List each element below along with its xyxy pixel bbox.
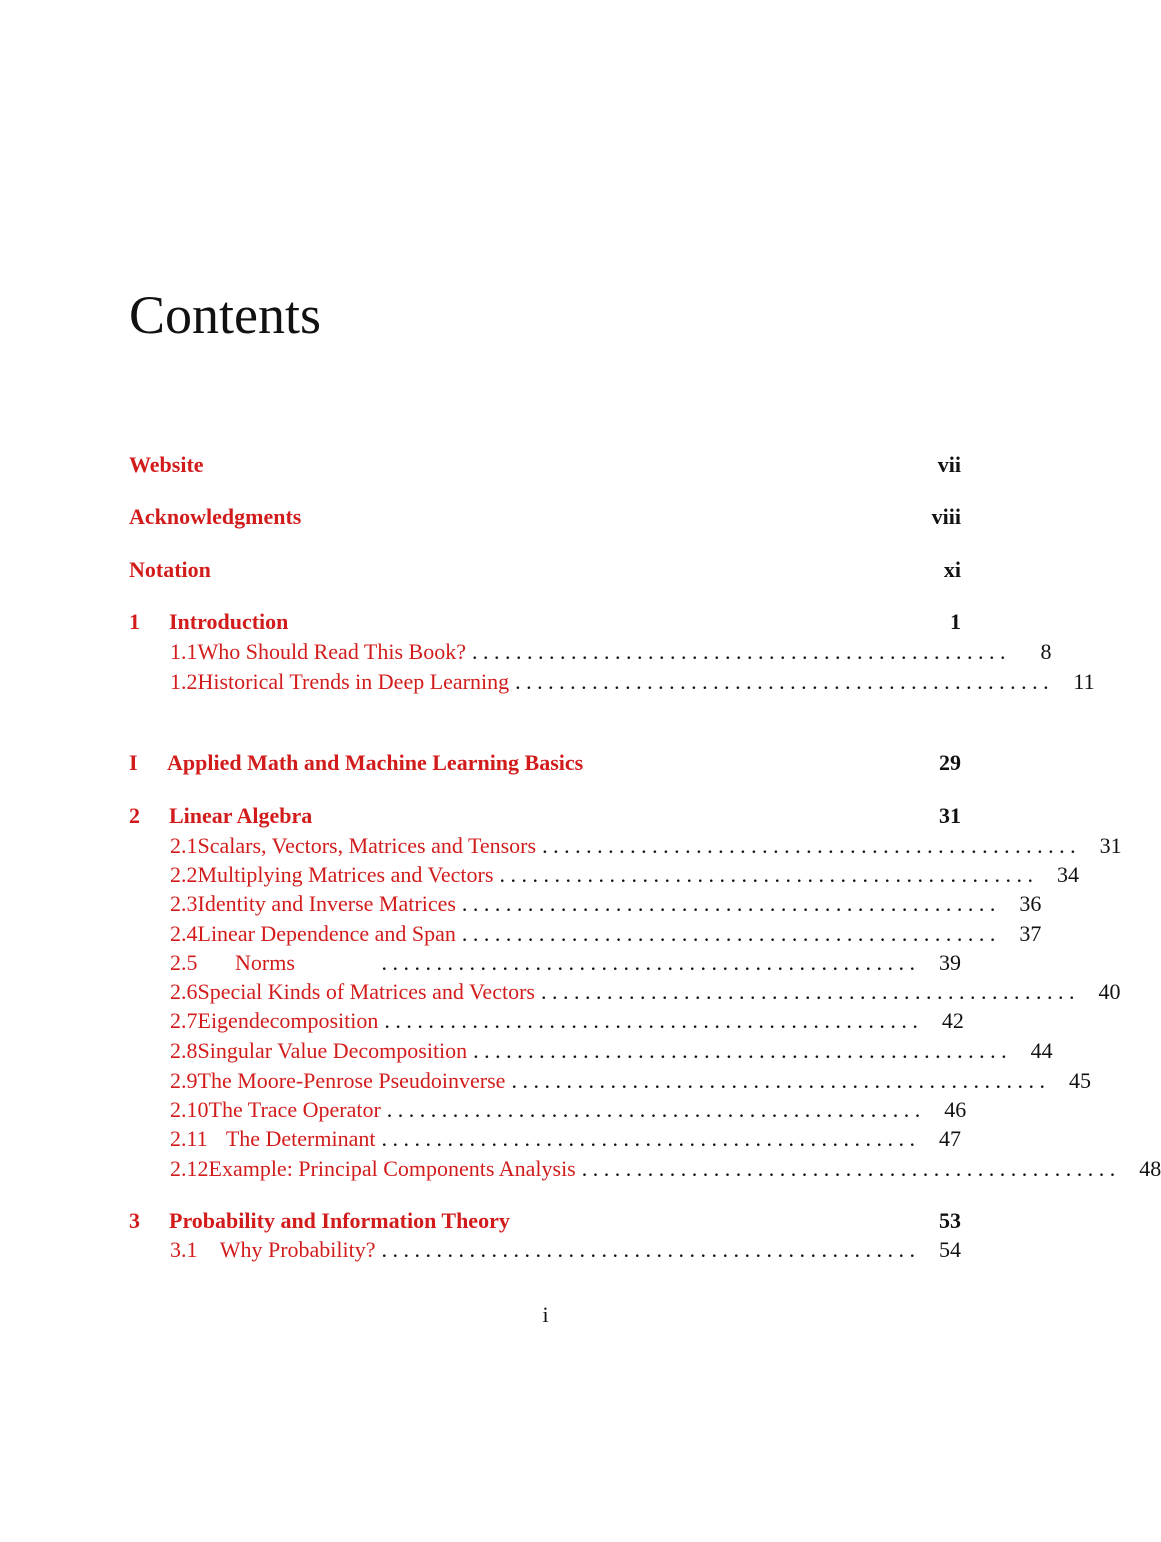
section-title[interactable]: Linear Dependence and Span <box>197 921 456 946</box>
toc-entry-website[interactable] <box>129 450 961 480</box>
toc-section[interactable] <box>129 889 1042 919</box>
section-number: 2.10 <box>170 1097 209 1122</box>
chapter-title[interactable]: Introduction <box>169 609 289 634</box>
section-number: 2.6 <box>170 979 198 1004</box>
chapter-number: 1 <box>129 609 140 634</box>
toc-chapter-1[interactable] <box>129 607 961 637</box>
section-page: 40 <box>1098 979 1121 1004</box>
section-title[interactable]: Special Kinds of Matrices and Vectors <box>197 979 535 1004</box>
toc-entry-page: viii <box>931 504 961 529</box>
section-title[interactable]: Norms <box>235 950 295 975</box>
page-title: Contents <box>129 285 322 345</box>
toc-section[interactable] <box>129 1235 961 1265</box>
toc-section[interactable] <box>129 1095 967 1125</box>
section-number: 2.11 <box>170 1126 208 1151</box>
leader-dots: . . . . . . . . . . . . . . . . . . . . . . . . . . . . . . . . . . . . . . . . . . . . . . . . . <box>581 1156 1116 1181</box>
leader-dots: . . . . . . . . . . . . . . . . . . . . . . . . . . . . . . . . . . . . . . . . . . . . . . . . . <box>386 1097 921 1122</box>
section-number: 2.5 <box>170 950 198 975</box>
leader-dots: . . . . . . . . . . . . . . . . . . . . . . . . . . . . . . . . . . . . . . . . . . . . . . . . . <box>542 833 1076 858</box>
leader-dots: . . . . . . . . . . . . . . . . . . . . . . . . . . . . . . . . . . . . . . . . . . . . . . . . . <box>461 921 996 946</box>
section-page: 48 <box>1139 1156 1161 1181</box>
toc-chapter-2[interactable] <box>129 801 961 831</box>
leader-dots: . . . . . . . . . . . . . . . . . . . . . . . . . . . . . . . . . . . . . . . . . . . . . . . . . <box>511 1068 1045 1093</box>
section-number: 2.7 <box>170 1008 198 1033</box>
section-title[interactable]: Historical Trends in Deep Learning <box>197 669 510 694</box>
section-page: 46 <box>944 1097 967 1122</box>
toc-section[interactable] <box>129 1154 1161 1184</box>
leader-dots: . . . . . . . . . . . . . . . . . . . . . . . . . . . . . . . . . . . . . . . . . . . . . . . . . <box>499 862 1033 887</box>
section-page: 36 <box>1019 891 1042 916</box>
chapter-title[interactable]: Probability and Information Theory <box>169 1208 510 1233</box>
toc-section[interactable] <box>129 919 1042 949</box>
part-title[interactable]: Applied Math and Machine Learning Basics <box>167 750 584 775</box>
toc-section[interactable] <box>129 860 1079 890</box>
toc-section[interactable] <box>129 637 1052 667</box>
section-title[interactable]: Multiplying Matrices and Vectors <box>197 862 494 887</box>
toc-entry-title[interactable]: Notation <box>129 557 211 582</box>
chapter-title[interactable]: Linear Algebra <box>169 803 313 828</box>
footer-page-number: i <box>542 1302 549 1327</box>
toc-section[interactable] <box>129 1036 1053 1066</box>
toc-entry-notation[interactable] <box>129 555 961 585</box>
toc-section[interactable] <box>129 948 961 978</box>
leader-dots: . . . . . . . . . . . . . . . . . . . . . . . . . . . . . . . . . . . . . . . . . . . . . . . . . <box>384 1008 918 1033</box>
section-page: 45 <box>1068 1068 1091 1093</box>
toc-chapter-3[interactable] <box>129 1206 961 1236</box>
section-number: 1.2 <box>170 669 198 694</box>
toc-part-1[interactable] <box>129 748 961 778</box>
section-number: 2.12 <box>170 1156 209 1181</box>
section-page: 11 <box>1073 669 1095 694</box>
section-title[interactable]: Eigendecomposition <box>197 1008 379 1033</box>
leader-dots: . . . . . . . . . . . . . . . . . . . . . . . . . . . . . . . . . . . . . . . . . . . . . . . . . <box>381 1237 915 1262</box>
section-title[interactable]: Identity and Inverse Matrices <box>197 891 456 916</box>
leader-dots: . . . . . . . . . . . . . . . . . . . . . . . . . . . . . . . . . . . . . . . . . . . . . . . . . <box>515 669 1049 694</box>
section-title[interactable]: Scalars, Vectors, Matrices and Tensors <box>197 833 537 858</box>
part-page: 29 <box>939 750 961 775</box>
toc-section[interactable] <box>129 831 1122 861</box>
section-number: 1.1 <box>170 639 198 664</box>
section-title[interactable]: Why Probability? <box>219 1237 376 1262</box>
section-number: 2.2 <box>170 862 198 887</box>
toc-section[interactable] <box>129 1066 1091 1096</box>
part-number: I <box>129 750 138 775</box>
chapter-page: 1 <box>950 609 961 634</box>
leader-dots: . . . . . . . . . . . . . . . . . . . . . . . . . . . . . . . . . . . . . . . . . . . . . . . . . <box>381 950 915 975</box>
toc-entry-page: vii <box>937 452 961 477</box>
toc-entry-title[interactable]: Acknowledgments <box>129 504 302 529</box>
section-number: 3.1 <box>170 1237 198 1262</box>
toc-section[interactable] <box>129 1006 964 1036</box>
section-page: 44 <box>1030 1038 1053 1063</box>
section-page: 8 <box>1040 639 1052 664</box>
toc-entry-acknowledgments[interactable] <box>129 502 961 532</box>
section-number: 2.3 <box>170 891 198 916</box>
toc-entry-page: xi <box>943 557 961 582</box>
section-title[interactable]: The Determinant <box>225 1126 376 1151</box>
section-number: 2.9 <box>170 1068 198 1093</box>
section-title[interactable]: Singular Value Decomposition <box>197 1038 468 1063</box>
section-number: 2.8 <box>170 1038 198 1063</box>
section-page: 54 <box>939 1237 961 1262</box>
section-number: 2.4 <box>170 921 198 946</box>
leader-dots: . . . . . . . . . . . . . . . . . . . . . . . . . . . . . . . . . . . . . . . . . . . . . . . . . <box>540 979 1075 1004</box>
section-page: 42 <box>941 1008 964 1033</box>
section-page: 47 <box>939 1126 961 1151</box>
leader-dots: . . . . . . . . . . . . . . . . . . . . . . . . . . . . . . . . . . . . . . . . . . . . . . . . . <box>471 639 1006 664</box>
leader-dots: . . . . . . . . . . . . . . . . . . . . . . . . . . . . . . . . . . . . . . . . . . . . . . . . . <box>473 1038 1007 1063</box>
section-page: 39 <box>939 950 961 975</box>
toc-entry-title[interactable]: Website <box>129 452 204 477</box>
section-title[interactable]: Who Should Read This Book? <box>197 639 466 664</box>
section-title[interactable]: Example: Principal Components Analysis <box>208 1156 576 1181</box>
leader-dots: . . . . . . . . . . . . . . . . . . . . . . . . . . . . . . . . . . . . . . . . . . . . . . . . . <box>461 891 996 916</box>
leader-dots: . . . . . . . . . . . . . . . . . . . . . . . . . . . . . . . . . . . . . . . . . . . . . . . . . <box>381 1126 915 1151</box>
chapter-page: 53 <box>939 1208 961 1233</box>
section-title[interactable]: The Trace Operator <box>208 1097 381 1122</box>
toc-section[interactable] <box>129 977 1121 1007</box>
toc-section[interactable] <box>129 1124 961 1154</box>
section-number: 2.1 <box>170 833 198 858</box>
chapter-number: 3 <box>129 1208 140 1233</box>
section-page: 37 <box>1019 921 1042 946</box>
chapter-number: 2 <box>129 803 140 828</box>
toc-section[interactable] <box>129 667 1095 697</box>
section-page: 31 <box>1099 833 1122 858</box>
section-page: 34 <box>1056 862 1079 887</box>
section-title[interactable]: The Moore-Penrose Pseudoinverse <box>197 1068 506 1093</box>
chapter-page: 31 <box>939 803 961 828</box>
